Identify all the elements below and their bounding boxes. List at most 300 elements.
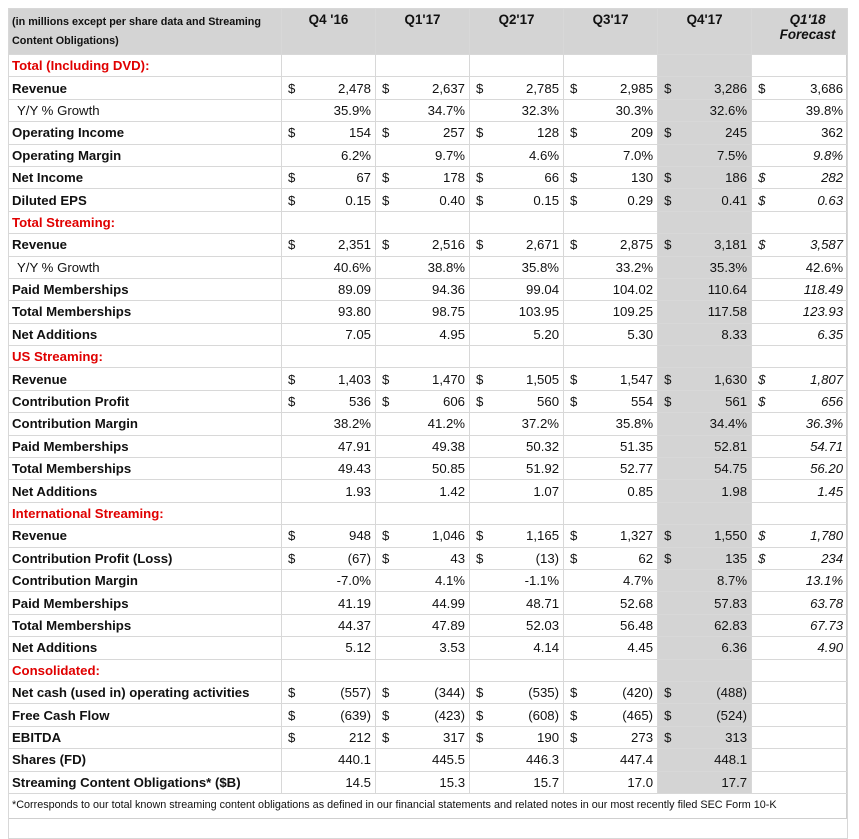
value-cell: 1,403 <box>306 368 376 390</box>
blank-cell <box>400 659 470 681</box>
value-cell: 15.3 <box>400 771 470 793</box>
value-cell: 110.64 <box>682 278 752 300</box>
value-cell: 123.93 <box>776 301 848 323</box>
value-cell <box>776 704 848 726</box>
value-cell: 34.7% <box>400 99 470 121</box>
section-title: International Streaming: <box>9 502 282 524</box>
blank-cell <box>306 211 376 233</box>
currency-symbol <box>470 749 494 771</box>
blank-cell <box>776 55 848 77</box>
blank-cell <box>470 346 494 368</box>
currency-symbol <box>376 592 400 614</box>
currency-symbol: $ <box>470 704 494 726</box>
currency-symbol: $ <box>564 547 588 569</box>
currency-symbol: $ <box>658 122 682 144</box>
value-cell: 2,351 <box>306 234 376 256</box>
currency-symbol <box>752 413 776 435</box>
table-row <box>9 704 848 726</box>
currency-symbol: $ <box>282 681 306 703</box>
value-cell: 66 <box>494 166 564 188</box>
row-label: Total Memberships <box>9 458 282 480</box>
currency-symbol: $ <box>752 234 776 256</box>
value-cell <box>776 726 848 748</box>
currency-symbol: $ <box>376 726 400 748</box>
value-cell: (420) <box>588 681 658 703</box>
table-row <box>9 390 848 412</box>
currency-symbol <box>376 458 400 480</box>
value-cell: 446.3 <box>494 749 564 771</box>
value-cell: 6.35 <box>776 323 848 345</box>
currency-symbol <box>752 278 776 300</box>
value-cell: 1,547 <box>588 368 658 390</box>
currency-symbol <box>282 99 306 121</box>
value-cell: 2,516 <box>400 234 470 256</box>
value-cell: 0.15 <box>494 189 564 211</box>
value-cell: 13.1% <box>776 569 848 591</box>
currency-symbol <box>282 256 306 278</box>
blank-cell <box>658 346 682 368</box>
value-cell: 35.8% <box>494 256 564 278</box>
value-cell: -1.1% <box>494 569 564 591</box>
value-cell: 4.14 <box>494 637 564 659</box>
row-label: Y/Y % Growth <box>9 256 282 278</box>
value-cell: (488) <box>682 681 752 703</box>
blank-cell <box>494 659 564 681</box>
currency-symbol <box>658 480 682 502</box>
value-cell: 49.43 <box>306 458 376 480</box>
header-row <box>9 9 848 55</box>
value-cell: 154 <box>306 122 376 144</box>
value-cell: 47.91 <box>306 435 376 457</box>
currency-symbol <box>752 323 776 345</box>
value-cell: 7.5% <box>682 144 752 166</box>
currency-symbol: $ <box>282 166 306 188</box>
currency-symbol <box>564 99 588 121</box>
blank-cell <box>282 346 306 368</box>
currency-symbol <box>282 569 306 591</box>
value-cell: 39.8% <box>776 99 848 121</box>
value-cell: 17.7 <box>682 771 752 793</box>
currency-symbol: $ <box>752 525 776 547</box>
table-row <box>9 749 848 771</box>
value-cell: 561 <box>682 390 752 412</box>
currency-symbol <box>470 99 494 121</box>
section-row <box>9 55 848 77</box>
currency-symbol <box>564 301 588 323</box>
blank-cell <box>564 55 588 77</box>
currency-symbol: $ <box>752 166 776 188</box>
value-cell: 282 <box>776 166 848 188</box>
value-cell: 94.36 <box>400 278 470 300</box>
currency-symbol: $ <box>752 390 776 412</box>
table-row <box>9 99 848 121</box>
column-header-q1-18-forecast: Q1'18 Forecast <box>752 9 848 55</box>
value-cell: 103.95 <box>494 301 564 323</box>
currency-symbol: $ <box>282 704 306 726</box>
value-cell: 14.5 <box>306 771 376 793</box>
currency-symbol: $ <box>470 525 494 547</box>
blank-cell <box>470 659 494 681</box>
value-cell: 1,046 <box>400 525 470 547</box>
table-row <box>9 122 848 144</box>
currency-symbol <box>752 458 776 480</box>
section-title: Total Streaming: <box>9 211 282 233</box>
value-cell: 190 <box>494 726 564 748</box>
currency-symbol: $ <box>564 234 588 256</box>
currency-symbol: $ <box>470 234 494 256</box>
value-cell: 47.89 <box>400 614 470 636</box>
currency-symbol: $ <box>658 547 682 569</box>
value-cell: 118.49 <box>776 278 848 300</box>
table-row <box>9 569 848 591</box>
table-row <box>9 525 848 547</box>
value-cell: 51.35 <box>588 435 658 457</box>
row-label: EBITDA <box>9 726 282 748</box>
row-label: Net Additions <box>9 480 282 502</box>
currency-symbol <box>470 278 494 300</box>
currency-symbol: $ <box>470 726 494 748</box>
value-cell: 33.2% <box>588 256 658 278</box>
currency-symbol: $ <box>752 368 776 390</box>
value-cell: 52.68 <box>588 592 658 614</box>
value-cell: 6.36 <box>682 637 752 659</box>
currency-symbol <box>564 458 588 480</box>
value-cell: 178 <box>400 166 470 188</box>
financial-summary-table <box>8 8 848 839</box>
row-label: Contribution Margin <box>9 413 282 435</box>
blank-cell <box>400 502 470 524</box>
currency-symbol <box>282 278 306 300</box>
currency-symbol <box>470 435 494 457</box>
value-cell: 2,671 <box>494 234 564 256</box>
currency-symbol <box>282 323 306 345</box>
currency-symbol <box>658 569 682 591</box>
currency-symbol <box>282 749 306 771</box>
currency-symbol: $ <box>658 234 682 256</box>
value-cell: 0.40 <box>400 189 470 211</box>
blank-cell <box>588 211 658 233</box>
blank-cell <box>752 346 776 368</box>
value-cell: 1,550 <box>682 525 752 547</box>
currency-symbol <box>658 413 682 435</box>
value-cell: 52.03 <box>494 614 564 636</box>
currency-symbol: $ <box>658 77 682 99</box>
currency-symbol <box>282 480 306 502</box>
currency-symbol: $ <box>658 166 682 188</box>
value-cell: 89.09 <box>306 278 376 300</box>
value-cell: 536 <box>306 390 376 412</box>
currency-symbol <box>376 480 400 502</box>
currency-symbol <box>470 771 494 793</box>
value-cell: 43 <box>400 547 470 569</box>
value-cell: (423) <box>400 704 470 726</box>
currency-symbol: $ <box>376 525 400 547</box>
currency-symbol <box>658 99 682 121</box>
currency-symbol <box>282 771 306 793</box>
row-label: Revenue <box>9 525 282 547</box>
value-cell: 56.48 <box>588 614 658 636</box>
currency-symbol <box>658 771 682 793</box>
currency-symbol: $ <box>658 726 682 748</box>
value-cell: (13) <box>494 547 564 569</box>
currency-symbol <box>752 637 776 659</box>
currency-symbol <box>564 480 588 502</box>
currency-symbol: $ <box>564 704 588 726</box>
currency-symbol: $ <box>564 189 588 211</box>
currency-symbol <box>658 278 682 300</box>
blank-cell <box>776 502 848 524</box>
value-cell: 448.1 <box>682 749 752 771</box>
currency-symbol: $ <box>658 368 682 390</box>
value-cell: 234 <box>776 547 848 569</box>
currency-symbol <box>470 614 494 636</box>
currency-symbol: $ <box>376 234 400 256</box>
value-cell: 52.77 <box>588 458 658 480</box>
table-row <box>9 771 848 793</box>
value-cell: 41.2% <box>400 413 470 435</box>
value-cell: 44.99 <box>400 592 470 614</box>
blank-cell <box>376 211 400 233</box>
currency-symbol: $ <box>658 525 682 547</box>
currency-symbol <box>470 592 494 614</box>
currency-symbol: $ <box>752 189 776 211</box>
value-cell: 2,637 <box>400 77 470 99</box>
blank-cell <box>588 346 658 368</box>
row-label: Diluted EPS <box>9 189 282 211</box>
blank-cell <box>682 502 752 524</box>
section-title: US Streaming: <box>9 346 282 368</box>
table-row <box>9 234 848 256</box>
currency-symbol <box>282 435 306 457</box>
currency-symbol <box>752 726 776 748</box>
currency-symbol <box>282 458 306 480</box>
currency-symbol <box>658 458 682 480</box>
blank-cell <box>776 211 848 233</box>
table-row <box>9 547 848 569</box>
currency-symbol <box>564 413 588 435</box>
blank-cell <box>282 211 306 233</box>
value-cell: 35.9% <box>306 99 376 121</box>
blank-cell <box>376 55 400 77</box>
currency-symbol: $ <box>564 122 588 144</box>
column-header-q4-17: Q4'17 <box>658 9 752 55</box>
table-row <box>9 726 848 748</box>
section-row <box>9 502 848 524</box>
blank-cell <box>400 211 470 233</box>
value-cell <box>776 681 848 703</box>
value-cell: 948 <box>306 525 376 547</box>
blank-cell <box>306 502 376 524</box>
value-cell: 4.6% <box>494 144 564 166</box>
value-cell: 1.45 <box>776 480 848 502</box>
table-row <box>9 458 848 480</box>
blank-cell <box>376 346 400 368</box>
currency-symbol <box>752 144 776 166</box>
currency-symbol <box>752 569 776 591</box>
currency-symbol: $ <box>376 166 400 188</box>
currency-symbol: $ <box>376 681 400 703</box>
value-cell: 3.53 <box>400 637 470 659</box>
table-row <box>9 278 848 300</box>
value-cell: 35.3% <box>682 256 752 278</box>
value-cell: 109.25 <box>588 301 658 323</box>
blank-cell <box>494 346 564 368</box>
row-label: Operating Income <box>9 122 282 144</box>
currency-symbol <box>376 256 400 278</box>
currency-symbol <box>564 256 588 278</box>
currency-symbol <box>470 480 494 502</box>
value-cell: 52.81 <box>682 435 752 457</box>
currency-symbol: $ <box>282 122 306 144</box>
value-cell: 50.85 <box>400 458 470 480</box>
currency-symbol <box>376 99 400 121</box>
blank-cell <box>658 502 682 524</box>
value-cell: 445.5 <box>400 749 470 771</box>
value-cell: 7.05 <box>306 323 376 345</box>
column-header-q3-17: Q3'17 <box>564 9 658 55</box>
value-cell: 0.85 <box>588 480 658 502</box>
value-cell: 35.8% <box>588 413 658 435</box>
value-cell: 1,165 <box>494 525 564 547</box>
currency-symbol <box>564 278 588 300</box>
currency-symbol <box>752 771 776 793</box>
value-cell: 440.1 <box>306 749 376 771</box>
value-cell: 313 <box>682 726 752 748</box>
currency-symbol <box>658 301 682 323</box>
currency-symbol <box>752 749 776 771</box>
table-row <box>9 189 848 211</box>
blank-cell <box>776 346 848 368</box>
footnote-row <box>9 793 848 838</box>
footnote: *Corresponds to our total known streaming content obligations as defined in our financial statements and related notes in our most recently filed SEC Form 10-K <box>9 793 848 838</box>
currency-symbol: $ <box>282 234 306 256</box>
row-label: Contribution Profit <box>9 390 282 412</box>
value-cell: 99.04 <box>494 278 564 300</box>
value-cell: 2,875 <box>588 234 658 256</box>
value-cell: 212 <box>306 726 376 748</box>
currency-symbol: $ <box>564 726 588 748</box>
value-cell: 1,807 <box>776 368 848 390</box>
currency-symbol: $ <box>470 166 494 188</box>
value-cell: 37.2% <box>494 413 564 435</box>
currency-symbol: $ <box>376 77 400 99</box>
value-cell: 5.12 <box>306 637 376 659</box>
row-label: Shares (FD) <box>9 749 282 771</box>
row-label: Paid Memberships <box>9 592 282 614</box>
value-cell: 1,327 <box>588 525 658 547</box>
currency-symbol <box>376 435 400 457</box>
table-row <box>9 435 848 457</box>
blank-cell <box>682 659 752 681</box>
currency-symbol <box>282 592 306 614</box>
value-cell: 135 <box>682 547 752 569</box>
currency-symbol <box>564 637 588 659</box>
currency-symbol <box>376 749 400 771</box>
blank-cell <box>400 346 470 368</box>
blank-cell <box>752 55 776 77</box>
currency-symbol: $ <box>564 368 588 390</box>
value-cell <box>776 749 848 771</box>
table-row <box>9 301 848 323</box>
value-cell: 41.19 <box>306 592 376 614</box>
blank-cell <box>282 659 306 681</box>
blank-cell <box>564 502 588 524</box>
row-label: Net Income <box>9 166 282 188</box>
blank-cell <box>470 211 494 233</box>
row-label: Y/Y % Growth <box>9 99 282 121</box>
currency-symbol <box>376 771 400 793</box>
value-cell: 93.80 <box>306 301 376 323</box>
table-row <box>9 77 848 99</box>
value-cell: 50.32 <box>494 435 564 457</box>
currency-symbol <box>470 144 494 166</box>
value-cell: (639) <box>306 704 376 726</box>
value-cell: 317 <box>400 726 470 748</box>
blank-cell <box>564 346 588 368</box>
currency-symbol <box>564 569 588 591</box>
currency-symbol: $ <box>564 681 588 703</box>
value-cell: 1.42 <box>400 480 470 502</box>
currency-symbol <box>282 614 306 636</box>
value-cell: 1.93 <box>306 480 376 502</box>
section-row <box>9 346 848 368</box>
value-cell: 4.1% <box>400 569 470 591</box>
currency-symbol: $ <box>564 166 588 188</box>
blank-cell <box>282 55 306 77</box>
value-cell: (67) <box>306 547 376 569</box>
row-label: Net Additions <box>9 637 282 659</box>
currency-symbol: $ <box>282 77 306 99</box>
value-cell: 4.45 <box>588 637 658 659</box>
value-cell: 2,785 <box>494 77 564 99</box>
value-cell: 1.07 <box>494 480 564 502</box>
currency-symbol: $ <box>658 390 682 412</box>
currency-symbol <box>564 771 588 793</box>
row-label: Net Additions <box>9 323 282 345</box>
currency-symbol <box>752 614 776 636</box>
currency-symbol <box>658 592 682 614</box>
value-cell: 48.71 <box>494 592 564 614</box>
value-cell: 1,780 <box>776 525 848 547</box>
section-title: Consolidated: <box>9 659 282 681</box>
currency-symbol <box>376 413 400 435</box>
table-row <box>9 368 848 390</box>
table-row <box>9 592 848 614</box>
currency-symbol: $ <box>470 368 494 390</box>
currency-symbol <box>470 637 494 659</box>
value-cell: 1.98 <box>682 480 752 502</box>
currency-symbol <box>752 592 776 614</box>
value-cell: 9.7% <box>400 144 470 166</box>
value-cell: 130 <box>588 166 658 188</box>
currency-symbol: $ <box>376 368 400 390</box>
currency-symbol <box>752 256 776 278</box>
blank-cell <box>306 659 376 681</box>
currency-symbol <box>658 749 682 771</box>
header-label: (in millions except per share data and Streaming Content Obligations) <box>9 9 282 55</box>
table-row <box>9 256 848 278</box>
table-row <box>9 614 848 636</box>
currency-symbol <box>658 144 682 166</box>
currency-symbol <box>376 323 400 345</box>
blank-cell <box>282 502 306 524</box>
currency-symbol <box>658 256 682 278</box>
value-cell: 3,587 <box>776 234 848 256</box>
blank-cell <box>682 211 752 233</box>
value-cell: 44.37 <box>306 614 376 636</box>
currency-symbol <box>564 592 588 614</box>
currency-symbol <box>658 435 682 457</box>
